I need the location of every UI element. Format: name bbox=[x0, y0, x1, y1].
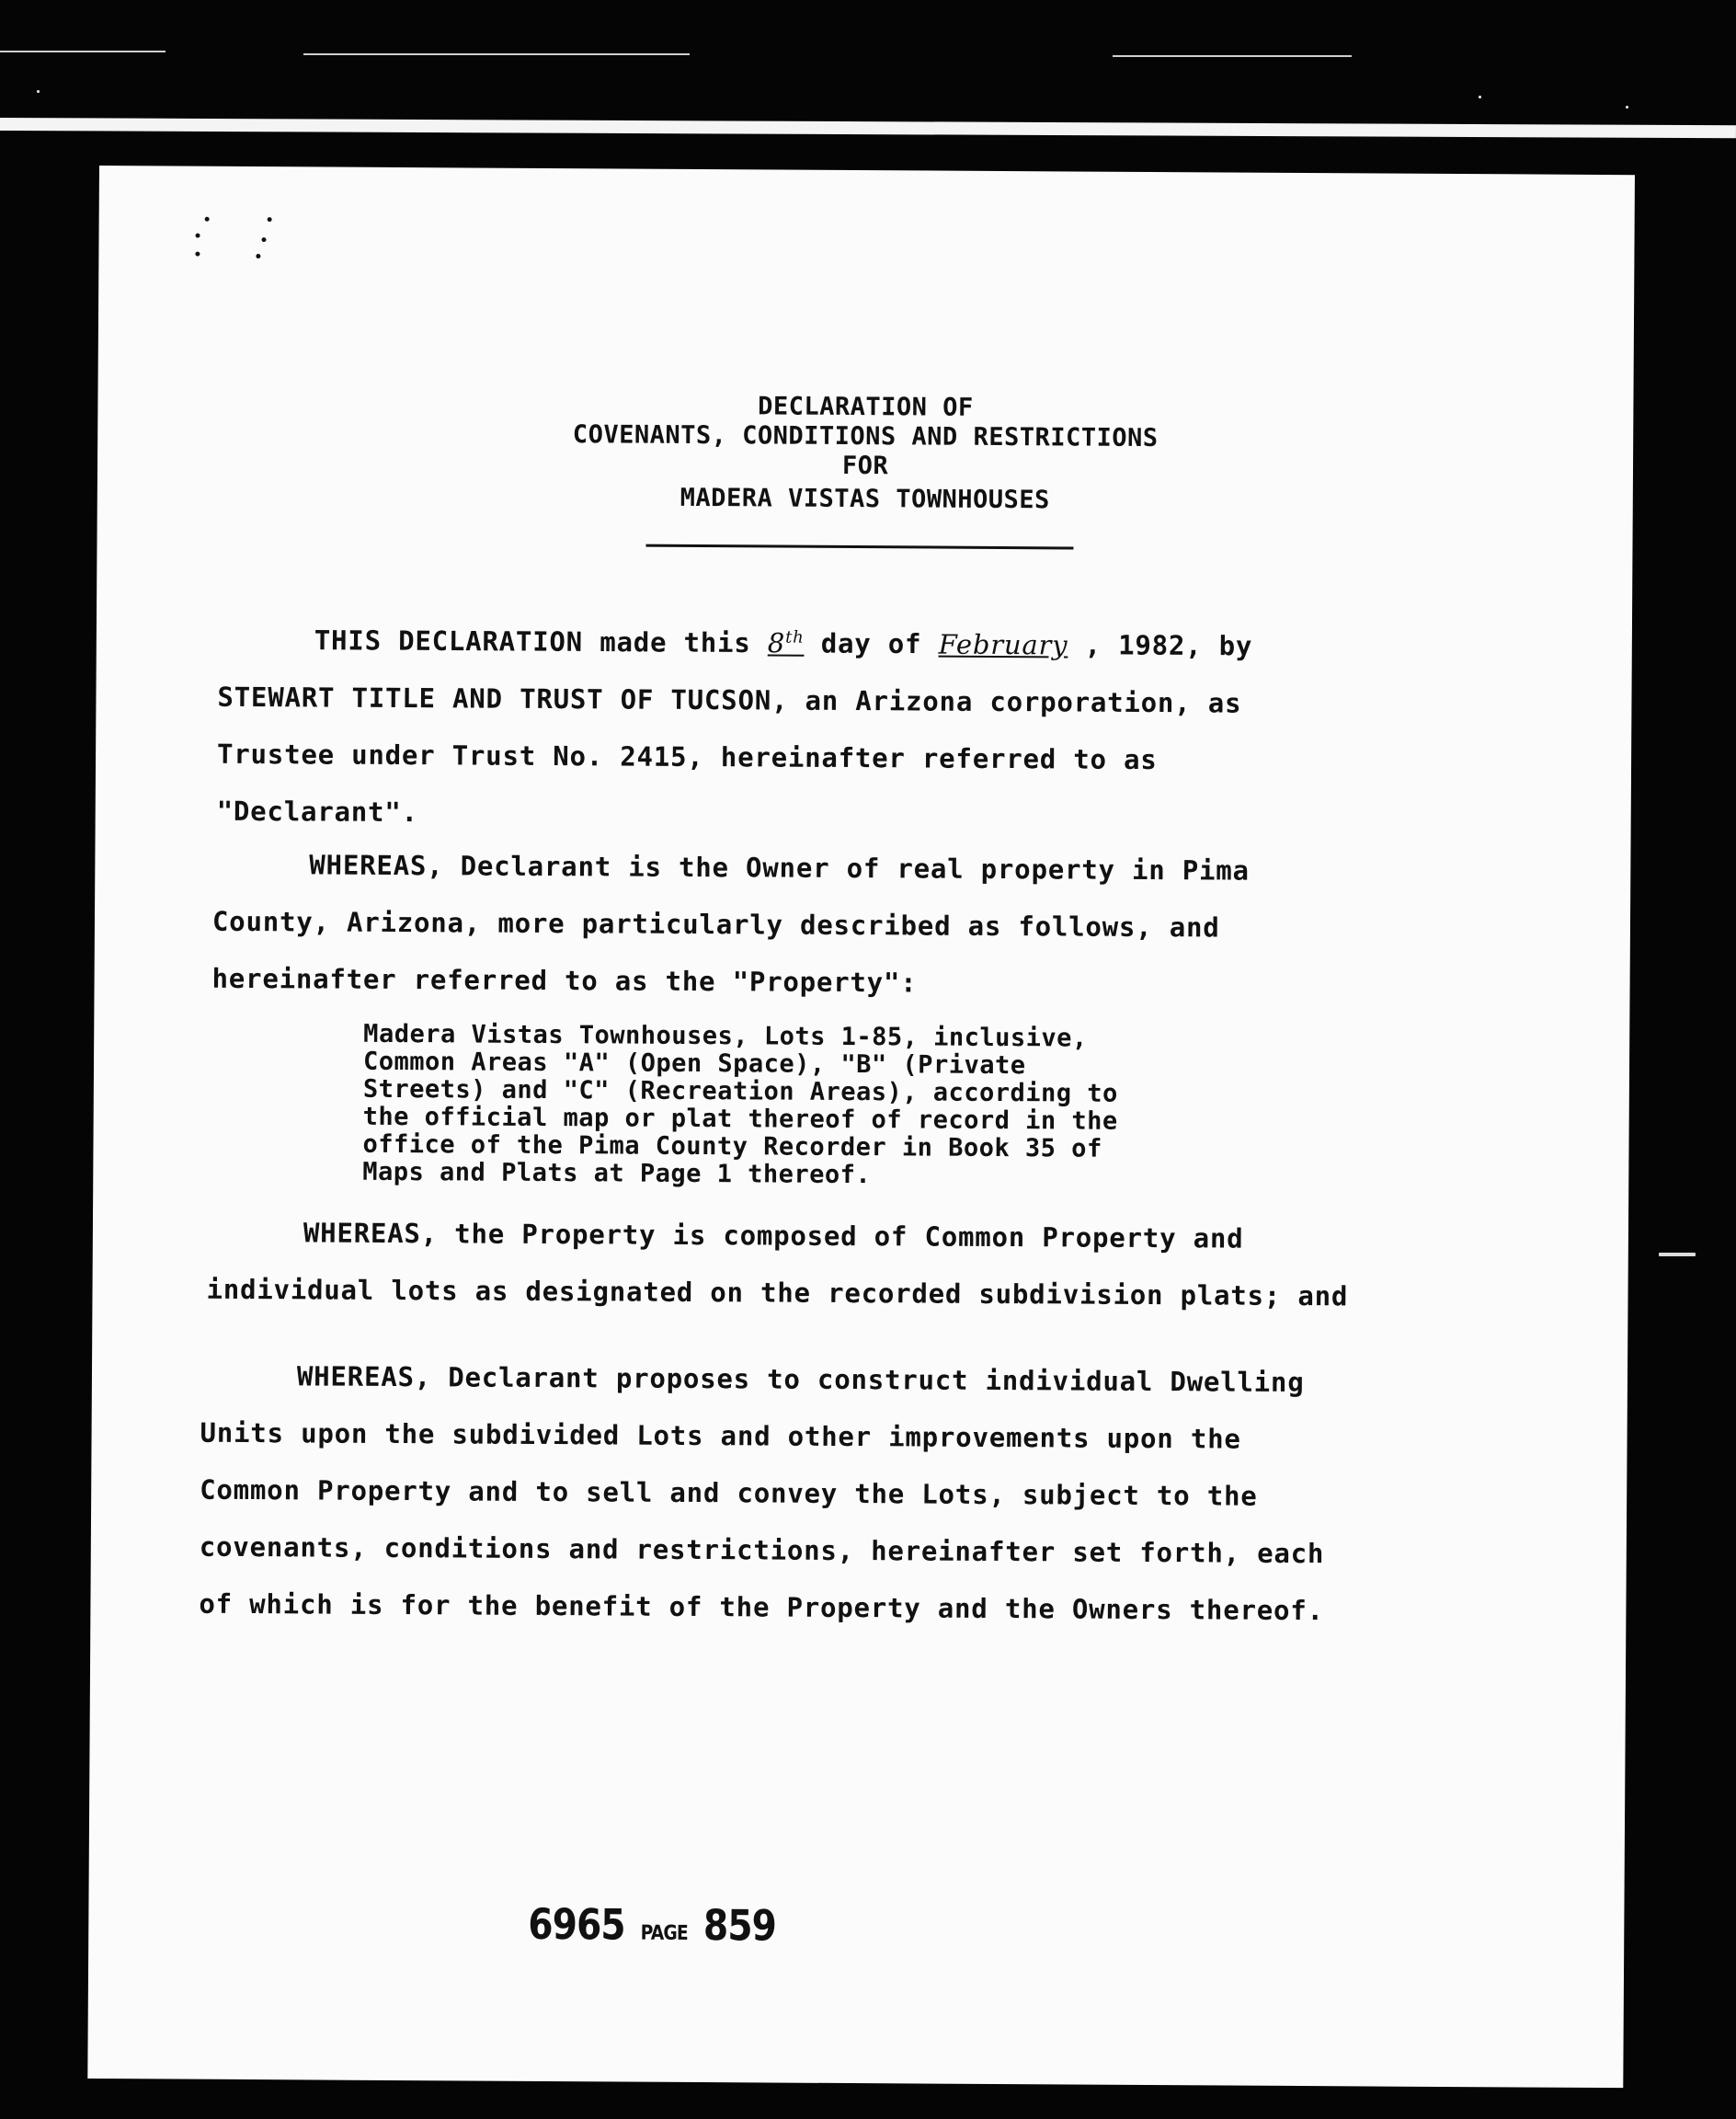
declaration-paragraph bbox=[217, 606, 1368, 846]
scan-artifact bbox=[303, 53, 690, 55]
scan-artifact bbox=[0, 51, 166, 52]
scan-speck bbox=[1479, 96, 1481, 98]
declaration-text-c: , 1982, by STEWART TITLE AND TRUST OF TUCSON, an Arizona corporation, as Trustee under Trust No. 2415, hereinafter referred to as "Declarant". bbox=[216, 629, 1253, 828]
stamp-page-number: 859 bbox=[702, 1900, 777, 1951]
stamp-book-number: 6965 bbox=[528, 1898, 625, 1950]
heading-line-1: DECLARATION OF bbox=[758, 392, 974, 422]
scan-artifact bbox=[1113, 55, 1352, 57]
declaration-text-b: day of bbox=[820, 627, 922, 660]
punch-marks bbox=[195, 217, 305, 282]
heading-line-3: FOR bbox=[841, 451, 889, 481]
document-page bbox=[87, 166, 1635, 2088]
whereas-owner-paragraph bbox=[211, 836, 1362, 1014]
whereas-property-paragraph bbox=[206, 1204, 1356, 1325]
heading-line-2: COVENANTS, CONDITIONS AND RESTRICTIONS bbox=[572, 420, 1159, 453]
whereas-property-text: WHEREAS, the Property is composed of Common Property and individual lots as designated on the recorded subdivision plats; and bbox=[206, 1217, 1349, 1312]
document-heading bbox=[97, 388, 1634, 519]
scan-speck bbox=[1659, 1253, 1696, 1256]
scan-border bbox=[0, 118, 1736, 138]
declaration-text-a: THIS DECLARATION made this bbox=[314, 624, 751, 659]
whereas-construct-text: WHEREAS, Declarant proposes to construct individual Dwelling Units upon the subdivided Lots and other improvements upon the Common Property and to sell and convey the Lots, subject to the covenants, conditions and restrictions, hereinafter set forth, each of which is for the benefit of the Property and the Owners thereof. bbox=[199, 1360, 1325, 1627]
whereas-construct-paragraph bbox=[199, 1347, 1350, 1640]
handwritten-month: February bbox=[938, 628, 1068, 661]
scan-speck bbox=[1626, 106, 1628, 109]
whereas-owner-text: WHEREAS, Declarant is the Owner of real property in Pima County, Arizona, more particularly described as follows, and hereinafter referred to as the "Property": bbox=[211, 849, 1250, 999]
handwritten-day: 8th bbox=[767, 627, 805, 659]
heading-subtitle: MADERA VISTAS TOWNHOUSES bbox=[680, 483, 1050, 515]
stamp-page-label: PAGE bbox=[640, 1921, 688, 1945]
legal-description: Madera Vistas Townhouses, Lots 1-85, inclusive, Common Areas "A" (Open Space), "B" (Private Streets) and "C" (Recreation Areas), according to the official map or plat thereof of record in the office of the Pima County Recorder in Book 35 of Maps and Plats at Page 1 thereof. bbox=[362, 1019, 1118, 1190]
scan-speck bbox=[37, 90, 40, 93]
book-page-stamp bbox=[528, 1899, 776, 1951]
heading-underline bbox=[645, 544, 1073, 550]
